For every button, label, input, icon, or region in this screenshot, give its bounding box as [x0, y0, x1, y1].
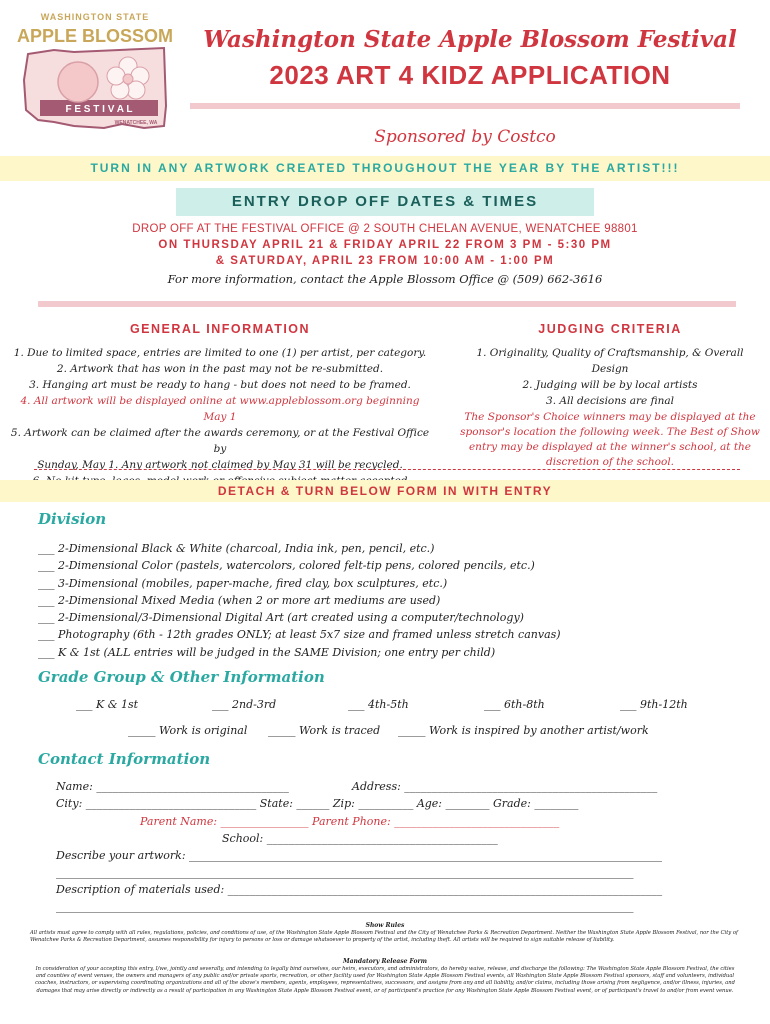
list-item: 2. Artwork that has won in the past may not be re-submitted.	[56, 363, 384, 375]
grade-option[interactable]: ___ 4th-5th	[348, 698, 409, 711]
show-rules-heading: Show Rules	[365, 922, 405, 929]
list-item: 1. Due to limited space, entries are limited to one (1) per artist, per category.	[13, 347, 427, 359]
division-option[interactable]: ___ 2-Dimensional Mixed Media (when 2 or more art mediums are used)	[38, 593, 441, 607]
page-title: Washington State Apple Blossom Festival	[203, 26, 737, 53]
list-item: 4. All artwork will be displayed online at www.appleblossom.org beginning May 1	[20, 395, 420, 423]
logo-band-text: F E S T I V A L	[65, 104, 133, 115]
dropoff-dates-1: ON THURSDAY APRIL 21 & FRIDAY APRIL 22 FROM 3 PM - 5:30 PM	[158, 239, 612, 251]
dropoff-location: DROP OFF AT THE FESTIVAL OFFICE @ 2 SOUTH CHELAN AVENUE, WENATCHEE 98801	[132, 223, 638, 235]
list-item: 5. Artwork can be claimed after the awards ceremony, or at the Festival Office by	[10, 427, 430, 455]
city-state-zip-field[interactable]: City: _______________________________ State: ______ Zip: __________ Age: ________ Grade: ________	[56, 797, 579, 810]
festival-logo	[14, 10, 176, 138]
judging-note: The Sponsor's Choice winners may be displayed at the sponsor's location the following week. The Best of Show entry may be displayed at the winner's school, at the discretion of the school.	[460, 411, 760, 468]
divider-bar	[38, 301, 736, 307]
judging-heading: JUDGING CRITERIA	[538, 322, 682, 336]
division-option[interactable]: ___ 2-Dimensional/3-Dimensional Digital Art (art created using a computer/technology)	[38, 611, 524, 625]
address-field[interactable]: Address: ______________________________________________	[352, 780, 658, 793]
division-list	[38, 540, 738, 661]
general-info-list	[10, 345, 430, 489]
list-item: Design	[591, 363, 629, 375]
work-option[interactable]: _____ Work is inspired by another artist/work	[398, 724, 649, 737]
detach-banner	[0, 480, 770, 502]
logo-main-text: APPLE BLOSSOM	[16, 26, 174, 46]
dropoff-dates-2: & SATURDAY, APRIL 23 FROM 10:00 AM - 1:00 PM	[215, 255, 555, 267]
list-item: 2. Judging will be by local artists	[522, 379, 698, 391]
grade-option[interactable]: ___ K & 1st	[76, 698, 139, 711]
judging-list	[460, 345, 760, 409]
list-item: 3. All decisions are final	[546, 395, 674, 407]
release-form-heading: Mandatory Release Form	[343, 958, 427, 965]
dropoff-heading: ENTRY DROP OFF DATES & TIMES	[231, 193, 539, 210]
apple-icon	[58, 62, 98, 102]
school-field[interactable]: School: __________________________________________	[222, 832, 498, 845]
artwork-banner	[0, 156, 770, 181]
detach-banner-text: DETACH & TURN BELOW FORM IN WITH ENTRY	[217, 484, 553, 498]
release-form-text: In consideration of your accepting this entry, I/we, jointly and severally, and intending to legally bind ourselves, our heirs, executors, and administrators, do hereby waive, release, and discharge the following: The Washington State Apple Blossom Festival, the cities and counties of event venues, the owners and managers of any public and/or private sports, recreation, or other facility used for Washington State Apple Blossom Festival events, all Washington State Apple Blossom Festival sponsors, staff and volunteers, individual coaches, instructors, or supervising coordinating organizations and all of the above's members, agents, employees, representatives, successors, and assigns from any and all liability, and/or claims, including those arising from negligence, and/or illness, injuries, and damages that may arise directly or indirectly as a result of participation in any Washington State Apple Blossom Festival event, or of participant's practice for any Washington State Apple Blossom Festival event, or of participant's travel to and/or from event venue.	[35, 966, 735, 994]
division-option[interactable]: ___ 2-Dimensional Black & White (charcoal, India ink, pen, pencil, etc.)	[38, 542, 435, 555]
show-rules-text: All artists must agree to comply with all rules, regulations, policies, and conditions of use, of the Washington State Apple Blossom Festival and the City of Wenatchee Parks & Recreation Department. Neither the Washington State Apple Blossom Festival, nor the City of Wenatchee Parks & Recreation Department, assumes responsibility for injury to persons or loss or damage whatsoever to property of the artist, including theft. All artists will be required to sign suitable release of liability.	[30, 930, 738, 944]
materials-line[interactable]: _________________________________________________________________________________________________________	[56, 900, 634, 913]
grade-option[interactable]: ___ 2nd-3rd	[212, 698, 277, 711]
division-option[interactable]: ___ K & 1st (ALL entries will be judged in the SAME Division; one entry per child)	[38, 645, 496, 659]
division-option[interactable]: ___ 2-Dimensional Color (pastels, watercolors, colored felt-tip pens, colored pencils, etc.)	[38, 559, 535, 573]
division-heading: Division	[38, 510, 107, 528]
work-option[interactable]: _____ Work is traced	[268, 724, 381, 737]
divider-bar	[190, 103, 740, 109]
parent-field[interactable]: Parent Name: ________________ Parent Phone: ______________________________	[140, 815, 560, 828]
division-option[interactable]: ___ 3-Dimensional (mobiles, paper-mache, fired clay, box sculptures, etc.)	[38, 576, 448, 590]
dropoff-contact: For more information, contact the Apple Blossom Office @ (509) 662-3616	[167, 272, 603, 286]
contact-heading: Contact Information	[38, 750, 211, 768]
general-info-heading: GENERAL INFORMATION	[129, 322, 311, 336]
page-subtitle: 2023 ART 4 KIDZ APPLICATION	[269, 60, 671, 90]
logo-city-text: WENATCHEE, WA	[114, 120, 158, 126]
list-item: 1. Originality, Quality of Craftsmanship, & Overall	[476, 347, 744, 359]
describe-artwork-field[interactable]: Describe your artwork: ______________________________________________________________________________________	[56, 849, 663, 862]
list-item: 3. Hanging art must be ready to hang - but does not need to be framed.	[29, 379, 411, 391]
grade-heading: Grade Group & Other Information	[38, 668, 325, 686]
list-item: Sunday, May 1. Any artwork not claimed by May 31 will be recycled.	[37, 459, 403, 471]
name-field[interactable]: Name: ___________________________________	[56, 780, 289, 793]
logo-top-text: WASHINGTON STATE	[40, 12, 150, 22]
sponsor-line: Sponsored by Costco	[374, 127, 556, 147]
describe-artwork-line[interactable]: _________________________________________________________________________________________________________	[56, 866, 634, 879]
detach-line	[34, 469, 740, 470]
work-option[interactable]: _____ Work is original	[128, 724, 248, 737]
grade-option[interactable]: ___ 9th-12th	[620, 698, 688, 711]
grade-option[interactable]: ___ 6th-8th	[484, 698, 545, 711]
dropoff-heading-box	[176, 188, 594, 216]
materials-field[interactable]: Description of materials used: _______________________________________________________________________________	[56, 883, 663, 896]
artwork-banner-text: TURN IN ANY ARTWORK CREATED THROUGHOUT THE YEAR BY THE ARTIST!!!	[90, 161, 680, 175]
division-option[interactable]: ___ Photography (6th - 12th grades ONLY; at least 5x7 size and framed unless stretch canvas)	[38, 628, 561, 642]
